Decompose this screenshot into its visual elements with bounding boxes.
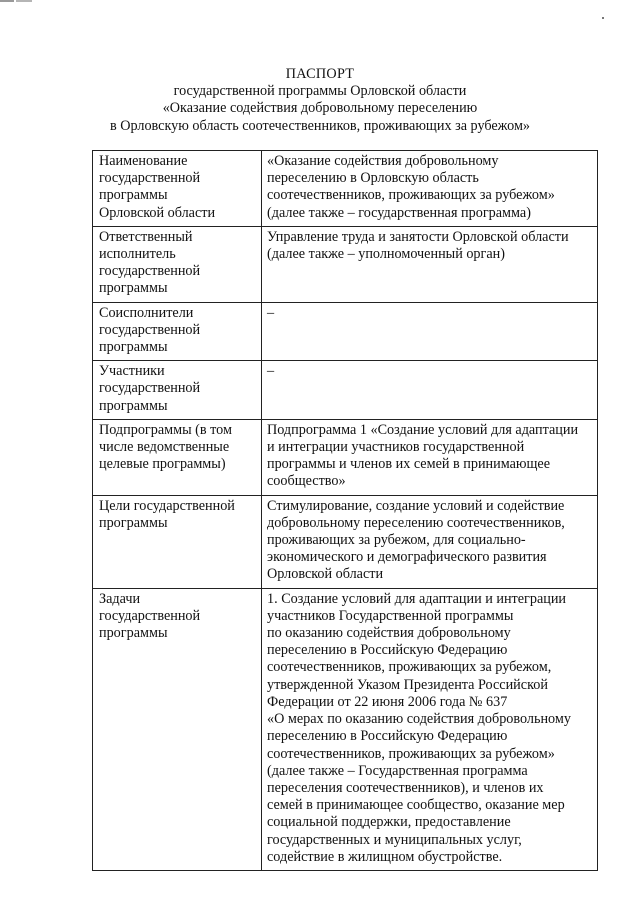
row-value-line: Подпрограмма 1 «Создание условий для адаптации: [267, 421, 579, 438]
row-value-line: Стимулирование, создание условий и содействие: [267, 497, 565, 514]
row-value-line: переселению в Орловскую область: [267, 170, 479, 187]
row-value-line: по оказанию содействия добровольному: [267, 625, 511, 642]
row-label-line: Соисполнители: [99, 304, 194, 321]
row-value-line: переселению в Российскую Федерацию: [267, 728, 508, 745]
passport-row: [93, 226, 598, 302]
subtitle-line: «Оказание содействия добровольному переселению: [162, 100, 478, 117]
row-label-line: Ответственный: [99, 228, 193, 245]
row-label-line: исполнитель: [99, 246, 176, 263]
row-value-line: участников Государственной программы: [267, 607, 514, 624]
row-label-line: государственной: [99, 170, 201, 187]
row-value-line: соотечественников, проживающих за рубежом»: [267, 745, 555, 762]
row-value-cell: [262, 588, 598, 870]
row-value-line: Федерации от 22 июня 2006 года № 637: [267, 693, 508, 710]
row-label-line: Орловской области: [99, 204, 216, 221]
row-label-line: государственной: [99, 263, 201, 280]
row-label-cell: [93, 151, 262, 227]
row-value-line: переселения соотечественников), и членов их: [267, 779, 544, 796]
subtitle-line: государственной программы Орловской области: [173, 83, 467, 100]
row-value-cell: [262, 151, 598, 227]
row-value-line: содействие в жилищном обустройстве.: [267, 848, 503, 865]
row-label-line: целевые программы): [99, 456, 226, 473]
row-label-cell: [93, 361, 262, 420]
row-value-line: добровольному переселению соотечественников,: [267, 514, 565, 531]
scan-speck: [602, 17, 604, 19]
row-value-line: –: [267, 304, 275, 321]
row-label-line: программы: [99, 187, 168, 204]
row-value-line: (далее также – Государственная программа: [267, 762, 528, 779]
row-label-line: программы: [99, 625, 168, 642]
row-label-cell: [93, 495, 262, 588]
row-value-line: утвержденной Указом Президента Российской: [267, 676, 548, 693]
scan-mark: [0, 0, 14, 2]
document-header: [0, 66, 640, 135]
row-value-cell: [262, 361, 598, 420]
document-title: ПАСПОРТ: [285, 66, 355, 82]
row-value-line: переселению в Российскую Федерацию: [267, 642, 508, 659]
row-value-cell: [262, 302, 598, 361]
scan-mark: [16, 0, 32, 2]
row-value-line: государственных и муниципальных услуг,: [267, 831, 522, 848]
row-value-line: Орловской области: [267, 566, 384, 583]
row-label-line: государственной: [99, 380, 201, 397]
row-label-cell: [93, 419, 262, 495]
row-value-line: проживающих за рубежом, для социально-: [267, 532, 526, 549]
row-value-line: Управление труда и занятости Орловской области: [267, 228, 569, 245]
passport-row: [93, 588, 598, 870]
row-label-line: государственной: [99, 607, 201, 624]
row-value-line: программы и членов их семей в принимающее: [267, 456, 551, 473]
row-value-cell: [262, 419, 598, 495]
row-value-line: 1. Создание условий для адаптации и интеграции: [267, 590, 567, 607]
passport-row: [93, 361, 598, 420]
row-label-line: Подпрограммы (в том: [99, 421, 232, 438]
passport-row: [93, 495, 598, 588]
row-value-line: «Оказание содействия добровольному: [267, 153, 499, 169]
row-label-line: программы: [99, 514, 168, 531]
passport-row: [93, 302, 598, 361]
row-value-line: экономического и демографического развития: [267, 549, 547, 566]
passport-table-body: [93, 151, 598, 871]
row-value-line: социальной поддержки, предоставление: [267, 814, 511, 831]
row-value-line: (далее также – государственная программа): [267, 204, 531, 221]
passport-table: [92, 150, 598, 871]
row-label-cell: [93, 302, 262, 361]
row-value-line: (далее также – уполномоченный орган): [267, 246, 505, 263]
row-value-cell: [262, 495, 598, 588]
row-value-line: «О мерах по оказанию содействия добровольному: [267, 711, 571, 728]
row-value-cell: [262, 226, 598, 302]
row-value-line: семей в принимающее сообщество, оказание мер: [267, 797, 565, 814]
row-label-line: Наименование: [99, 153, 188, 169]
row-label-line: Цели государственной: [99, 497, 235, 514]
row-label-line: программы: [99, 397, 168, 414]
row-label-line: программы: [99, 280, 168, 297]
row-label-line: числе ведомственные: [99, 439, 230, 456]
row-value-line: и интеграции участников государственной: [267, 439, 525, 456]
row-label-line: Участники: [99, 363, 165, 380]
row-label-cell: [93, 588, 262, 870]
row-value-line: соотечественников, проживающих за рубежом,: [267, 659, 552, 676]
subtitle-line: в Орловскую область соотечественников, проживающих за рубежом»: [109, 117, 531, 134]
row-label-line: Задачи: [99, 590, 141, 607]
row-value-line: соотечественников, проживающих за рубежом»: [267, 187, 555, 204]
row-value-line: сообщество»: [267, 473, 346, 490]
row-value-line: –: [267, 363, 275, 380]
passport-row: [93, 151, 598, 227]
row-label-line: программы: [99, 339, 168, 356]
passport-row: [93, 419, 598, 495]
row-label-line: государственной: [99, 321, 201, 338]
row-label-cell: [93, 226, 262, 302]
